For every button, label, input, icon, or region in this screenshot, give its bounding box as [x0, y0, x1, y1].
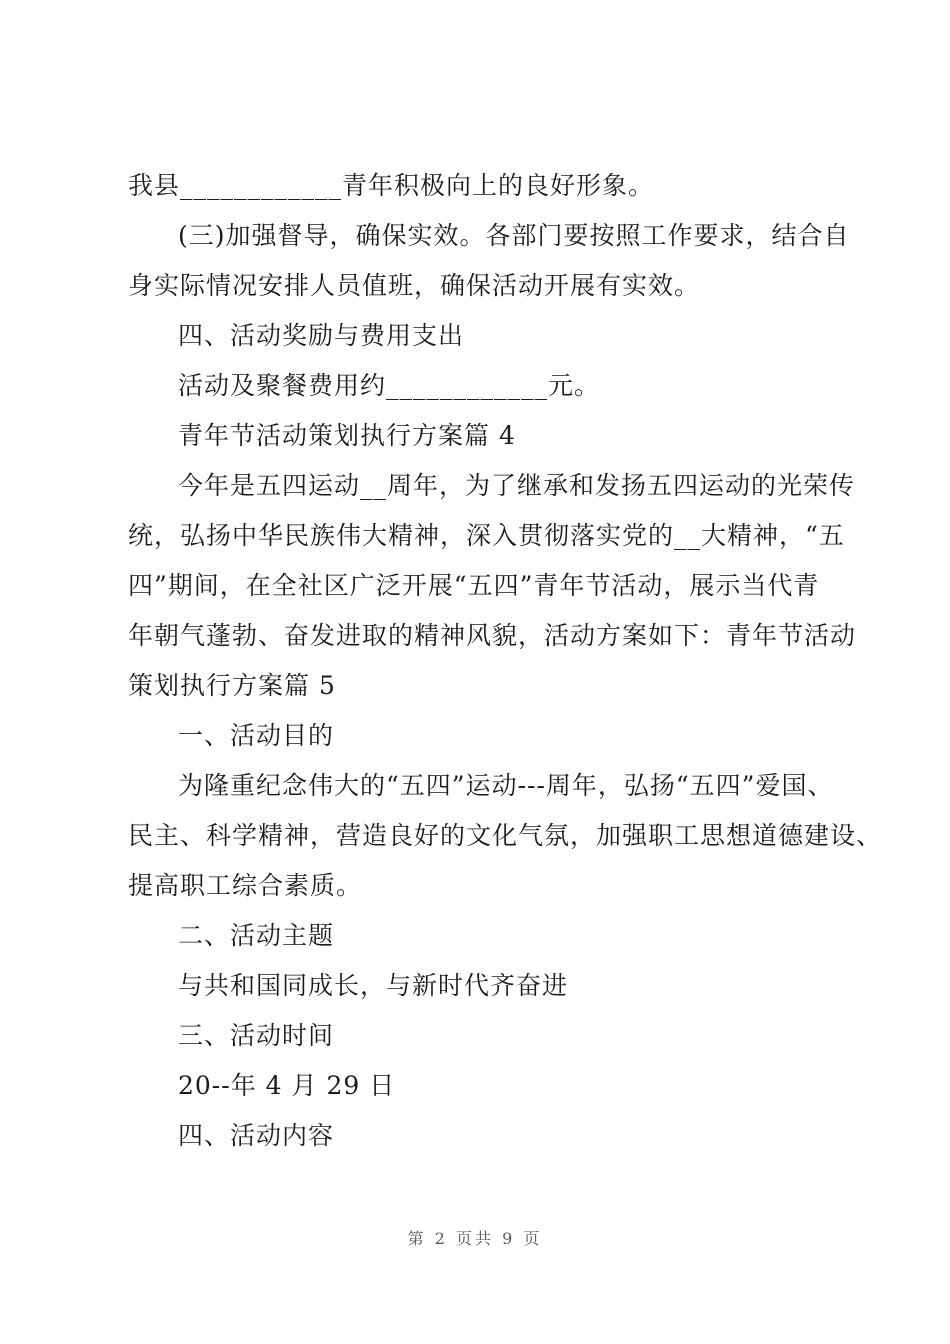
section-heading: 青年节活动策划执行方案篇 4	[178, 421, 516, 450]
text-line: 活动及聚餐费用约____________元。	[178, 371, 601, 400]
text-line: 四”期间，在全社区广泛开展“五四”青年节活动，展示当代青	[128, 571, 820, 600]
section-heading: 四、活动奖励与费用支出	[178, 321, 465, 350]
text-line: 与共和国同成长，与新时代齐奋进	[178, 971, 569, 1000]
text-line: 年朝气蓬勃、奋发进取的精神风貌，活动方案如下：青年节活动	[128, 621, 857, 650]
text-line: 统，弘扬中华民族伟大精神，深入贯彻落实党的__大精神，“五	[128, 521, 845, 550]
section-heading: 一、活动目的	[178, 721, 335, 750]
page-footer: 第 2 页共 9 页	[407, 1229, 543, 1248]
text-line: 为隆重纪念伟大的“五四”运动---周年，弘扬“五四”爱国、	[178, 771, 834, 800]
text-line: 身实际情况安排人员值班，确保活动开展有实效。	[128, 271, 701, 300]
section-heading: 三、活动时间	[178, 1021, 335, 1050]
text-line: 今年是五四运动__周年，为了继承和发扬五四运动的光荣传	[178, 471, 856, 500]
text-line: (三)加强督导，确保实效。各部门要按照工作要求，结合自	[178, 221, 850, 250]
text-line: 民主、科学精神，营造良好的文化气氛，加强职工思想道德建设、	[128, 821, 883, 850]
section-heading: 四、活动内容	[178, 1121, 335, 1150]
text-line: 20--年 4 月 29 日	[178, 1071, 396, 1100]
section-heading: 二、活动主题	[178, 921, 335, 950]
text-line: 策划执行方案篇 5	[128, 671, 336, 700]
text-line: 我县____________青年积极向上的良好形象。	[128, 171, 655, 200]
text-line: 提高职工综合素质。	[128, 871, 363, 900]
